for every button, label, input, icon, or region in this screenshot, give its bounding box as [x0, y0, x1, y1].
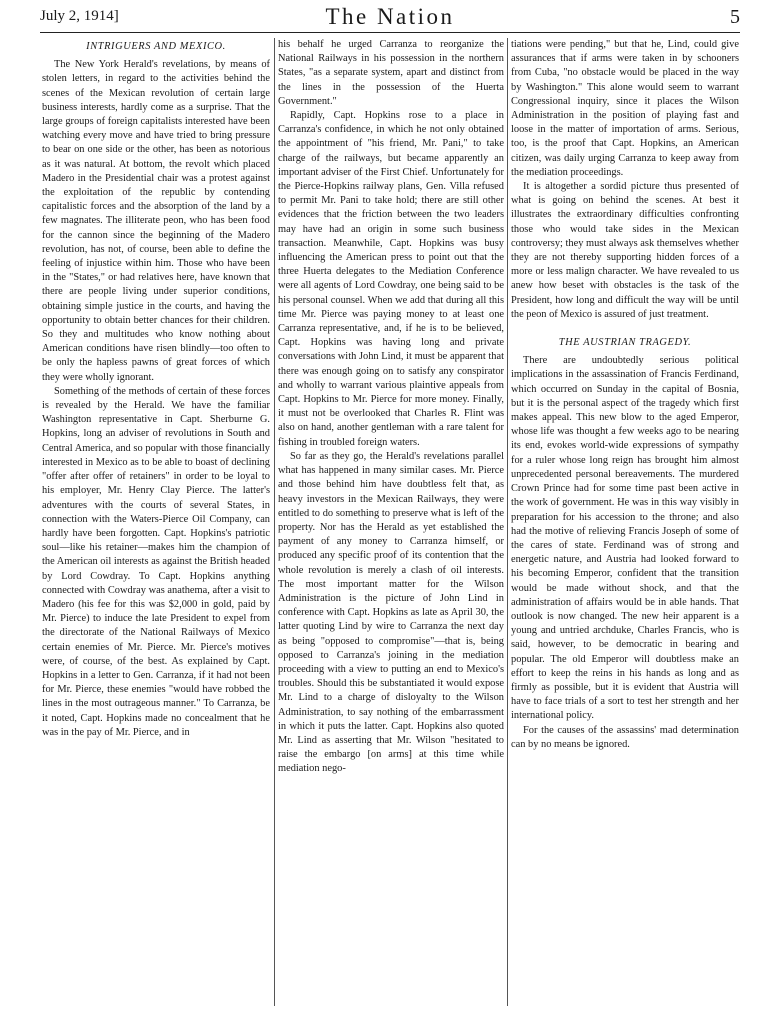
- paragraph: tiations were pending," but that he, Lind, could give assurances that if arms were taken in by schooners from Cuba, "no obstacle would be placed in the way by Washington." This alone would seem to warrant Congressional inquiry, since it places the Wilson Administration in the position of playing fast and loose in the matter of importation of arms. Serious, too, is the proof that Capt. Hopkins, an American citizen, was daily urging Carranza to keep away from the mediation proceedings.: [511, 39, 739, 178]
- column-divider: [507, 38, 508, 1006]
- article-headline: INTRIGUERS AND MEXICO.: [86, 41, 226, 52]
- page-number: 5: [730, 6, 740, 28]
- column-1: [42, 38, 270, 1006]
- issue-date: July 2, 1914]: [40, 8, 119, 24]
- paragraph: There are undoubtedly serious political implications in the assassination of Francis Ferdinand, which occurred on Sunday in the capital of Bosnia, but it is the personal aspect of the tragedy which first makes appeal. This new blow to the aged Emperor, whose life was thought a few weeks ago to be nearing its end, evokes world-wide expressions of sympathy for a ruler whose long reign has brought him almost unprecedented personal bereavements. The murdered Crown Prince had for some time past been active in the work of government. He was in this way visibly in preparation for his accession to the throne; and also had the motive of relieving Francis Joseph of some of the cares of state. Ferdinand was of strong and energetic nature, and Austria had looked forward to his becoming Emperor, confident that the transition would be made without shock, and that the administration of affairs would be in able hands. That outlook is now changed. The new heir apparent is a young and untried archduke, Charles Francis, who is said, however, to be democratic in bearing and popular. The old Emperor will doubtless make an effort to keep the reins in his hands as long and as firmly as possible, but it is evident that Austria will have to face trials of a sort to test her strength and her international policy.: [511, 355, 739, 722]
- paragraph: his behalf he urged Carranza to reorganize the National Railways in his possession in the northern States, "as a separate system, apart and distinct from the lines in the possession of the Huerta Government.": [278, 39, 504, 107]
- column-3: [511, 38, 739, 1006]
- paragraph: For the causes of the assassins' mad determination can by no means be ignored.: [511, 724, 739, 750]
- paragraph: The New York Herald's revelations, by means of stolen letters, in regard to the activities behind the scenes of the Mexican revolution of certain large business interests, hardly come as a surprise. That the large groups of foreign capitalists interested have been watching every move and have tried to bring pressure to bear on one side or the other, has been as notorious as it was natural. At bottom, the revolt which placed Madero in the Presidential chair was a protest against the exploitation of the republic by contending capitalistic forces and the absorption of the land by a few magnates. The illiterate peon, who has been food for the cannon since the beginning of the Madero revolution, has not, of course, been able to define the feeling of injustice within him. Those who have been in the "States," or had relatives here, have known that there are people living under superior conditions, obtaining simple justice in the courts, and having the opportunity to obtain better chances for their children. So they and multitudes who know nothing about American conditions have risen blindly—too often to be only the hapless pawns of great forces of which they were wholly ignorant.: [42, 59, 270, 383]
- article-headline: THE AUSTRIAN TRAGEDY.: [558, 337, 692, 349]
- masthead: [40, 4, 740, 33]
- column-2: [278, 38, 504, 1006]
- paragraph: Rapidly, Capt. Hopkins rose to a place in Carranza's confidence, in which he not only obtained the appointment of "his friend, Mr. Pani," to take charge of the railways, but became apparently an important adviser of the First Chief. Unfortunately for the Pierce-Hopkins railway plans, Gen. Villa refused to permit Mr. Pani to take hold; there are still other evidences that the friction between the two leaders may have had an origin in some such business transaction. Meanwhile, Capt. Hopkins was busy influencing the American press to point out that the three Huerta delegates to the Mediation Conference were all agents of Lord Cowdray, one being said to be his personal counsel. When we add that during all this time Mr. Pierce was paying money to at least one Carranza representative, and, if he is to be believed, Capt. Hopkins was having long and private conversations with John Lind, it must be apparent that there was enough going on to satisfy any conspirator and wholly to warrant various plaintive appeals from Capt. Hopkins to Mr. Pierce for more money. Finally, it must not be overlooked that Charles R. Flint was also on hand, another gentleman with a rare talent for fishing in troubled foreign waters.: [278, 110, 504, 448]
- publication-title: The Nation: [325, 4, 455, 29]
- paragraph: Something of the methods of certain of these forces is revealed by the Herald. We have the familiar Washington representative in Capt. Sherburne G. Hopkins, long an adviser of revolutions in South and Central America, and so popular with those financially interested in Mexico as to be able to boast of declining "offer after offer of retainers" in order to be loyal to his employer, Mr. Henry Clay Pierce. The latter's adventures with the courts of several States, in connection with the Waters-Pierce Oil Company, can hardly have been forgotten. Capt. Hopkins's patriotic soul—like his retainer—makes him the champion of the American oil interests as against the British headed by Lord Cowdray. To Capt. Hopkins anything connected with Cowdray was anathema, after a visit to Madero (his fee for this was $2,000 in gold, paid by Mr. Pierce) to induce the late President to expel from the directorate of the National Railways of Mexico certain enemies of Mr. Pierce. Mr. Pierce's motives were, of course, of the best. As explained by Capt. Hopkins in a letter to Gen. Carranza, if it had not been for Mr. Pierce, these enemies "would have robbed the lines in the most outrageous manner." To Carranza, be it noted, Capt. Hopkins made no concealment that he was in the pay of Mr. Pierce, and in: [42, 385, 270, 738]
- paragraph: So far as they go, the Herald's revelations parallel what has happened in many similar cases. Mr. Pierce and those behind him have doubtless felt that, as heavy investors in the Mexican Railways, they were entitled to do something to preserve what is left of the property. Nor has the Herald as yet established the payment of any money to Carranza himself, or produced any specific proof of its contention that the whole revolution is merely a clash of oil interests. The most important matter for the Wilson Administration is the picture of John Lind in conference with Capt. Hopkins as late as April 30, the latter quoting Lind by wire to Carranza the next day as being "opposed to compromise"—that is, being opposed to Carranza's joining in the mediation proceeding with a view to putting an end to Mexico's troubles. Should this be substantiated it would expose Mr. Lind to a charge of disloyalty to the Wilson Administration, to say nothing of the embarrassment in which it puts the latter. Capt. Hopkins also quoted Mr. Lind as asserting that Mr. Wilson "hesitated to raise the embargo [on arms] at this time while mediation nego-: [278, 450, 504, 775]
- column-divider: [274, 38, 275, 1006]
- paragraph: It is altogether a sordid picture thus presented of what is going on behind the scenes. At best it illustrates the extraordinary difficulties confronting those who would take sides in the Mexican controversy; they must always ask themselves whether they are not thereby supporting hidden forces of a more or less malign character. We have revealed to us anew how beset with obstacles is the task of the President, how long and difficult the way will be until the peon of Mexico is assured of just treatment.: [511, 181, 739, 320]
